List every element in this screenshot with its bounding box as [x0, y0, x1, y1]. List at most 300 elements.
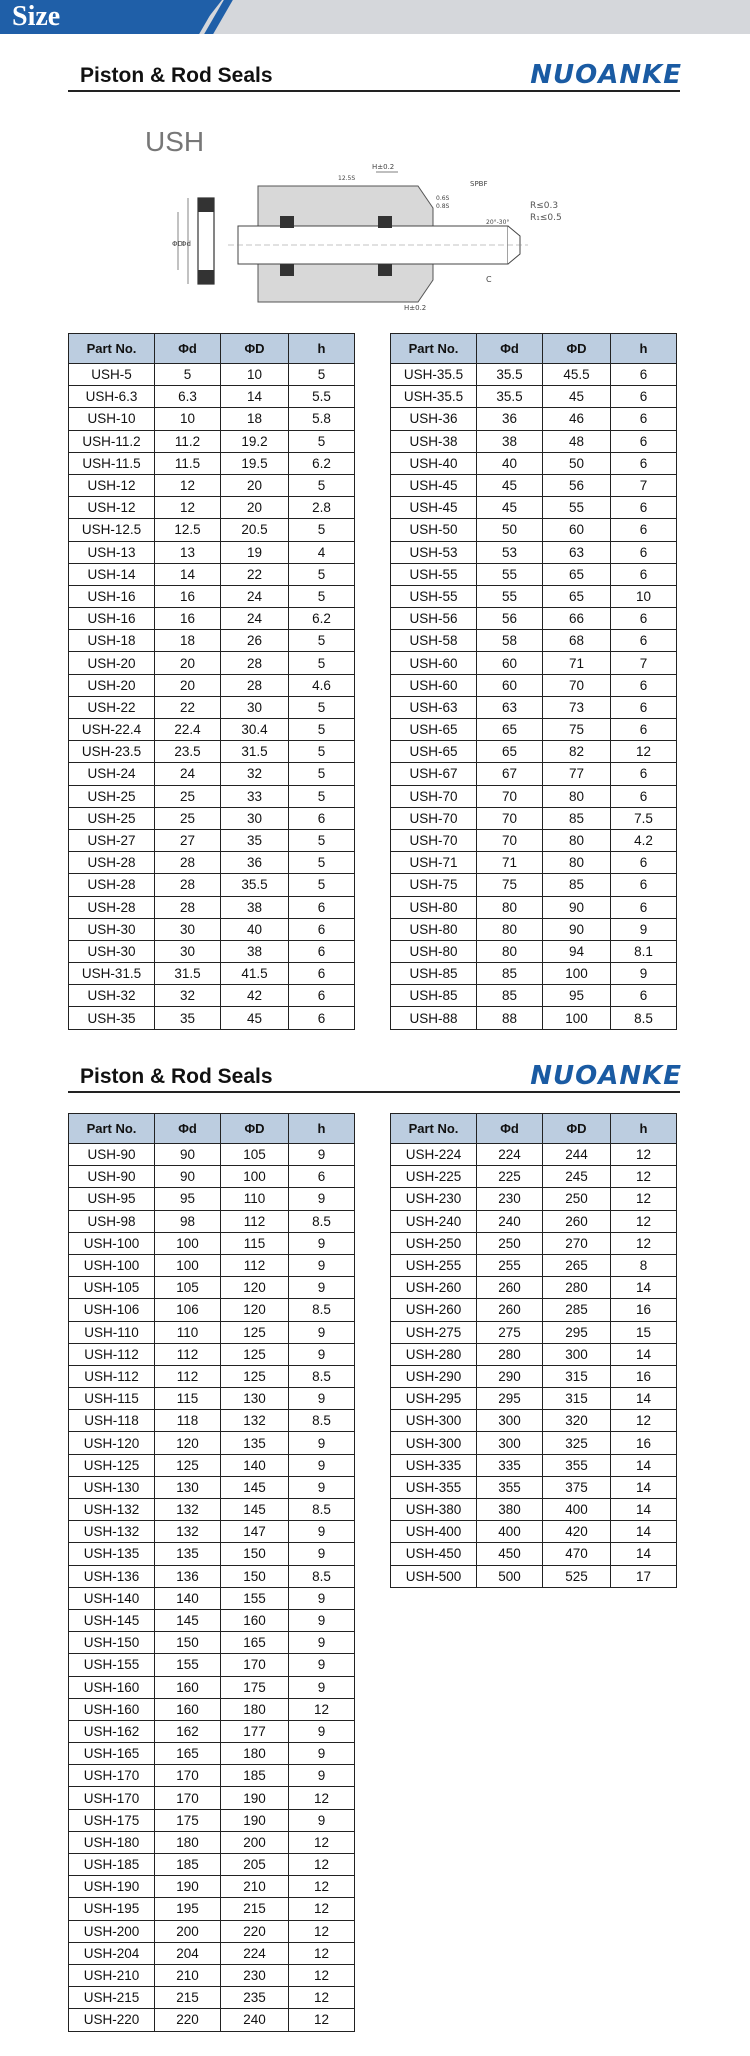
- outer-diameter-cell: 320: [543, 1410, 611, 1432]
- inner-diameter-cell: 100: [155, 1232, 221, 1254]
- inner-diameter-cell: 195: [155, 1898, 221, 1920]
- part-number-cell: USH-165: [69, 1743, 155, 1765]
- table-row: [69, 563, 355, 585]
- part-number-cell: USH-300: [391, 1410, 477, 1432]
- table-row: [391, 541, 677, 563]
- table-row: [69, 985, 355, 1007]
- inner-diameter-cell: 67: [477, 763, 543, 785]
- outer-diameter-cell: 63: [543, 541, 611, 563]
- outer-diameter-cell: 70: [543, 674, 611, 696]
- col-header-height: h: [611, 334, 677, 364]
- part-number-cell: USH-35.5: [391, 386, 477, 408]
- inner-diameter-cell: 170: [155, 1787, 221, 1809]
- inner-diameter-cell: 36: [477, 408, 543, 430]
- part-number-cell: USH-210: [69, 1964, 155, 1986]
- table-row: [69, 1787, 355, 1809]
- part-number-cell: USH-20: [69, 674, 155, 696]
- part-number-cell: USH-280: [391, 1343, 477, 1365]
- inner-diameter-cell: 50: [477, 519, 543, 541]
- outer-diameter-cell: 31.5: [221, 741, 289, 763]
- height-cell: 6: [611, 763, 677, 785]
- table-row: [69, 1499, 355, 1521]
- outer-diameter-cell: 30: [221, 696, 289, 718]
- inner-diameter-cell: 112: [155, 1343, 221, 1365]
- height-cell: 5: [289, 785, 355, 807]
- table-row: [69, 829, 355, 851]
- height-cell: 17: [611, 1565, 677, 1587]
- height-cell: 12: [289, 1698, 355, 1720]
- height-cell: 9: [289, 1720, 355, 1742]
- inner-diameter-cell: 145: [155, 1609, 221, 1631]
- height-cell: 9: [289, 1277, 355, 1299]
- inner-diameter-cell: 155: [155, 1654, 221, 1676]
- inner-diameter-cell: 450: [477, 1543, 543, 1565]
- part-number-cell: USH-240: [391, 1210, 477, 1232]
- outer-diameter-cell: 120: [221, 1277, 289, 1299]
- table-row: [69, 652, 355, 674]
- inner-diameter-cell: 224: [477, 1144, 543, 1166]
- col-header-outer-diameter: ΦD: [543, 334, 611, 364]
- spec-table-2: [390, 333, 677, 1030]
- part-number-cell: USH-185: [69, 1854, 155, 1876]
- table-row: [69, 474, 355, 496]
- table-row: [69, 1809, 355, 1831]
- inner-diameter-cell: 16: [155, 585, 221, 607]
- part-number-cell: USH-18: [69, 630, 155, 652]
- part-number-cell: USH-75: [391, 874, 477, 896]
- part-number-cell: USH-16: [69, 585, 155, 607]
- part-number-cell: USH-11.5: [69, 452, 155, 474]
- table-row: [69, 497, 355, 519]
- inner-diameter-cell: 335: [477, 1454, 543, 1476]
- inner-diameter-cell: 100: [155, 1254, 221, 1276]
- inner-diameter-cell: 30: [155, 918, 221, 940]
- outer-diameter-cell: 112: [221, 1210, 289, 1232]
- table-row: [391, 1343, 677, 1365]
- table-row: [69, 963, 355, 985]
- part-number-cell: USH-11.2: [69, 430, 155, 452]
- height-cell: 6: [611, 874, 677, 896]
- inner-diameter-cell: 255: [477, 1254, 543, 1276]
- height-cell: 9: [289, 1632, 355, 1654]
- height-cell: 4: [289, 541, 355, 563]
- part-number-cell: USH-95: [69, 1188, 155, 1210]
- table-row: [69, 1232, 355, 1254]
- outer-diameter-cell: 147: [221, 1521, 289, 1543]
- table-row: [391, 1321, 677, 1343]
- part-number-cell: USH-275: [391, 1321, 477, 1343]
- inner-diameter-cell: 32: [155, 985, 221, 1007]
- table-row: [69, 408, 355, 430]
- table-row: [69, 719, 355, 741]
- inner-diameter-cell: 295: [477, 1388, 543, 1410]
- inner-diameter-cell: 70: [477, 785, 543, 807]
- outer-diameter-cell: 100: [543, 1007, 611, 1029]
- part-number-cell: USH-132: [69, 1499, 155, 1521]
- part-number-cell: USH-45: [391, 474, 477, 496]
- inner-diameter-cell: 204: [155, 1942, 221, 1964]
- part-number-cell: USH-90: [69, 1144, 155, 1166]
- outer-diameter-cell: 38: [221, 940, 289, 962]
- table-row: [391, 652, 677, 674]
- inner-diameter-cell: 53: [477, 541, 543, 563]
- inner-diameter-cell: 80: [477, 918, 543, 940]
- part-number-cell: USH-40: [391, 452, 477, 474]
- height-cell: 8: [611, 1254, 677, 1276]
- inner-diameter-cell: 80: [477, 896, 543, 918]
- table-row: [391, 829, 677, 851]
- inner-diameter-cell: 98: [155, 1210, 221, 1232]
- model-label: USH: [145, 126, 205, 157]
- table-row: [391, 674, 677, 696]
- height-cell: 14: [611, 1343, 677, 1365]
- inner-diameter-cell: 80: [477, 940, 543, 962]
- height-cell: 12: [611, 1232, 677, 1254]
- part-number-cell: USH-100: [69, 1232, 155, 1254]
- inner-diameter-cell: 28: [155, 852, 221, 874]
- table-row: [391, 452, 677, 474]
- part-number-cell: USH-50: [391, 519, 477, 541]
- height-cell: 8.1: [611, 940, 677, 962]
- outer-diameter-cell: 140: [221, 1454, 289, 1476]
- svg-text:Φd: Φd: [181, 240, 191, 248]
- outer-diameter-cell: 210: [221, 1876, 289, 1898]
- part-number-cell: USH-23.5: [69, 741, 155, 763]
- part-number-cell: USH-13: [69, 541, 155, 563]
- height-cell: 12: [289, 1898, 355, 1920]
- outer-diameter-cell: 95: [543, 985, 611, 1007]
- table-row: [391, 585, 677, 607]
- part-number-cell: USH-230: [391, 1188, 477, 1210]
- height-cell: 6: [611, 364, 677, 386]
- table-row: [69, 1388, 355, 1410]
- part-number-cell: USH-25: [69, 785, 155, 807]
- height-cell: 9: [289, 1809, 355, 1831]
- outer-diameter-cell: 45: [543, 386, 611, 408]
- col-header-part-no: Part No.: [391, 334, 477, 364]
- height-cell: 5: [289, 519, 355, 541]
- height-cell: 9: [611, 963, 677, 985]
- part-number-cell: USH-140: [69, 1587, 155, 1609]
- inner-diameter-cell: 135: [155, 1543, 221, 1565]
- outer-diameter-cell: 85: [543, 807, 611, 829]
- table-row: [69, 852, 355, 874]
- outer-diameter-cell: 65: [543, 585, 611, 607]
- outer-diameter-cell: 36: [221, 852, 289, 874]
- table-row: [69, 1254, 355, 1276]
- inner-diameter-cell: 40: [477, 452, 543, 474]
- table-row: [69, 1743, 355, 1765]
- part-number-cell: USH-335: [391, 1454, 477, 1476]
- outer-diameter-cell: 175: [221, 1676, 289, 1698]
- height-cell: 8.5: [611, 1007, 677, 1029]
- outer-diameter-cell: 190: [221, 1809, 289, 1831]
- part-number-cell: USH-55: [391, 563, 477, 585]
- table-row: [391, 1166, 677, 1188]
- height-cell: 14: [611, 1543, 677, 1565]
- table-row: [69, 630, 355, 652]
- inner-diameter-cell: 240: [477, 1210, 543, 1232]
- part-number-cell: USH-260: [391, 1299, 477, 1321]
- outer-diameter-cell: 245: [543, 1166, 611, 1188]
- part-number-cell: USH-204: [69, 1942, 155, 1964]
- height-cell: 7: [611, 652, 677, 674]
- inner-diameter-cell: 5: [155, 364, 221, 386]
- inner-diameter-cell: 132: [155, 1499, 221, 1521]
- height-cell: 8.5: [289, 1299, 355, 1321]
- height-cell: 14: [611, 1388, 677, 1410]
- height-cell: 6: [611, 563, 677, 585]
- part-number-cell: USH-35.5: [391, 364, 477, 386]
- table-row: [391, 630, 677, 652]
- angle-label: 20°-30°: [486, 219, 510, 226]
- height-cell: 16: [611, 1432, 677, 1454]
- outer-diameter-cell: 33: [221, 785, 289, 807]
- outer-diameter-cell: 135: [221, 1432, 289, 1454]
- part-number-cell: USH-70: [391, 829, 477, 851]
- table-row: [391, 408, 677, 430]
- outer-diameter-cell: 235: [221, 1987, 289, 2009]
- outer-diameter-cell: 145: [221, 1476, 289, 1498]
- table-row: [69, 940, 355, 962]
- inner-diameter-cell: 28: [155, 896, 221, 918]
- part-number-cell: USH-28: [69, 874, 155, 896]
- part-number-cell: USH-120: [69, 1432, 155, 1454]
- inner-diameter-cell: 118: [155, 1410, 221, 1432]
- height-cell: 5: [289, 652, 355, 674]
- part-number-cell: USH-155: [69, 1654, 155, 1676]
- part-number-cell: USH-215: [69, 1987, 155, 2009]
- finish-label-3: 0.8S: [436, 203, 450, 210]
- height-cell: 9: [289, 1476, 355, 1498]
- inner-diameter-cell: 55: [477, 585, 543, 607]
- seal-cross-section-drawing: [168, 160, 578, 320]
- outer-diameter-cell: 125: [221, 1365, 289, 1387]
- height-cell: 8.5: [289, 1365, 355, 1387]
- part-number-cell: USH-58: [391, 630, 477, 652]
- height-cell: 6: [611, 497, 677, 519]
- height-cell: 5: [289, 852, 355, 874]
- table-row: [69, 386, 355, 408]
- table-row: [69, 1410, 355, 1432]
- outer-diameter-cell: 50: [543, 452, 611, 474]
- part-number-cell: USH-67: [391, 763, 477, 785]
- table-row: [69, 918, 355, 940]
- table-row: [69, 1987, 355, 2009]
- height-cell: 12: [289, 1854, 355, 1876]
- table-row: [69, 1920, 355, 1942]
- height-cell: 7.5: [611, 807, 677, 829]
- inner-diameter-cell: 250: [477, 1232, 543, 1254]
- part-number-cell: USH-355: [391, 1476, 477, 1498]
- table-row: [391, 1454, 677, 1476]
- height-cell: 5: [289, 829, 355, 851]
- table-row: [391, 1188, 677, 1210]
- table-row: [69, 1007, 355, 1029]
- table-row: [69, 364, 355, 386]
- table-row: [69, 1277, 355, 1299]
- size-label: Size: [12, 1, 61, 32]
- table-row: [391, 1007, 677, 1029]
- spbf-label: SPBF: [470, 180, 488, 188]
- outer-diameter-cell: 30: [221, 807, 289, 829]
- part-number-cell: USH-160: [69, 1698, 155, 1720]
- outer-diameter-cell: 38: [221, 896, 289, 918]
- outer-diameter-cell: 19.5: [221, 452, 289, 474]
- inner-diameter-cell: 160: [155, 1676, 221, 1698]
- outer-diameter-cell: 35.5: [221, 874, 289, 896]
- table-row: [69, 430, 355, 452]
- table-row: [391, 940, 677, 962]
- outer-diameter-cell: 112: [221, 1254, 289, 1276]
- height-cell: 6: [611, 430, 677, 452]
- part-number-cell: USH-28: [69, 896, 155, 918]
- inner-diameter-cell: 300: [477, 1410, 543, 1432]
- outer-diameter-cell: 170: [221, 1654, 289, 1676]
- table-row: [69, 1964, 355, 1986]
- height-cell: 5: [289, 364, 355, 386]
- part-number-cell: USH-6.3: [69, 386, 155, 408]
- table-row: [69, 608, 355, 630]
- table-row: [391, 763, 677, 785]
- part-number-cell: USH-88: [391, 1007, 477, 1029]
- height-cell: 8.5: [289, 1565, 355, 1587]
- col-header-height: h: [289, 1114, 355, 1144]
- height-cell: 5: [289, 585, 355, 607]
- outer-diameter-cell: 160: [221, 1609, 289, 1631]
- inner-diameter-cell: 22.4: [155, 719, 221, 741]
- inner-diameter-cell: 105: [155, 1277, 221, 1299]
- height-cell: 2.8: [289, 497, 355, 519]
- inner-diameter-cell: 125: [155, 1454, 221, 1476]
- inner-diameter-cell: 400: [477, 1521, 543, 1543]
- col-header-height: h: [611, 1114, 677, 1144]
- brand-logo: NUOANKE: [530, 60, 682, 90]
- height-cell: 9: [289, 1232, 355, 1254]
- outer-diameter-cell: 26: [221, 630, 289, 652]
- inner-diameter-cell: 10: [155, 408, 221, 430]
- part-number-cell: USH-31.5: [69, 963, 155, 985]
- outer-diameter-cell: 132: [221, 1410, 289, 1432]
- table-row: [69, 1432, 355, 1454]
- col-header-outer-diameter: ΦD: [221, 334, 289, 364]
- outer-diameter-cell: 28: [221, 652, 289, 674]
- outer-diameter-cell: 60: [543, 519, 611, 541]
- part-number-cell: USH-260: [391, 1277, 477, 1299]
- part-number-cell: USH-290: [391, 1365, 477, 1387]
- inner-diameter-cell: 230: [477, 1188, 543, 1210]
- inner-diameter-cell: 16: [155, 608, 221, 630]
- outer-diameter-cell: 355: [543, 1454, 611, 1476]
- inner-diameter-cell: 300: [477, 1432, 543, 1454]
- inner-diameter-cell: 20: [155, 652, 221, 674]
- part-number-cell: USH-65: [391, 719, 477, 741]
- height-cell: 12: [289, 1876, 355, 1898]
- part-number-cell: USH-12: [69, 474, 155, 496]
- part-number-cell: USH-295: [391, 1388, 477, 1410]
- inner-diameter-cell: 136: [155, 1565, 221, 1587]
- inner-diameter-cell: 280: [477, 1343, 543, 1365]
- height-cell: 12: [289, 1942, 355, 1964]
- outer-diameter-cell: 280: [543, 1277, 611, 1299]
- height-cell: 5: [289, 430, 355, 452]
- height-cell: 9: [289, 1321, 355, 1343]
- table-row: [391, 874, 677, 896]
- height-cell: 12: [289, 1920, 355, 1942]
- table-row: [391, 474, 677, 496]
- inner-diameter-cell: 13: [155, 541, 221, 563]
- table-row: [391, 918, 677, 940]
- table-row: [391, 1543, 677, 1565]
- outer-diameter-cell: 77: [543, 763, 611, 785]
- outer-diameter-cell: 46: [543, 408, 611, 430]
- inner-diameter-cell: 18: [155, 630, 221, 652]
- table-row: [391, 1144, 677, 1166]
- inner-diameter-cell: 60: [477, 674, 543, 696]
- inner-diameter-cell: 56: [477, 608, 543, 630]
- table-row: [69, 1210, 355, 1232]
- col-header-inner-diameter: Φd: [155, 334, 221, 364]
- inner-diameter-cell: 11.5: [155, 452, 221, 474]
- part-number-cell: USH-36: [391, 408, 477, 430]
- table-row: [391, 963, 677, 985]
- outer-diameter-cell: 120: [221, 1299, 289, 1321]
- outer-diameter-cell: 20.5: [221, 519, 289, 541]
- outer-diameter-cell: 525: [543, 1565, 611, 1587]
- inner-diameter-cell: 290: [477, 1365, 543, 1387]
- height-cell: 8.5: [289, 1499, 355, 1521]
- part-number-cell: USH-125: [69, 1454, 155, 1476]
- section-title: Piston & Rod Seals: [80, 1065, 273, 1088]
- inner-diameter-cell: 162: [155, 1720, 221, 1742]
- table-row: [391, 519, 677, 541]
- table-row: [391, 985, 677, 1007]
- outer-diameter-cell: 420: [543, 1521, 611, 1543]
- height-cell: 4.2: [611, 829, 677, 851]
- table-row: [69, 1765, 355, 1787]
- h-dimension-top: H±0.2: [372, 163, 395, 171]
- table-row: [391, 364, 677, 386]
- outer-diameter-cell: 32: [221, 763, 289, 785]
- inner-diameter-cell: 165: [155, 1743, 221, 1765]
- inner-diameter-cell: 115: [155, 1388, 221, 1410]
- inner-diameter-cell: 12.5: [155, 519, 221, 541]
- table-row: [391, 1499, 677, 1521]
- part-number-cell: USH-85: [391, 963, 477, 985]
- part-number-cell: USH-60: [391, 652, 477, 674]
- part-number-cell: USH-170: [69, 1787, 155, 1809]
- table-row: [391, 1476, 677, 1498]
- height-cell: 9: [289, 1432, 355, 1454]
- part-number-cell: USH-63: [391, 696, 477, 718]
- inner-diameter-cell: 220: [155, 2009, 221, 2031]
- height-cell: 9: [289, 1521, 355, 1543]
- col-header-outer-diameter: ΦD: [221, 1114, 289, 1144]
- outer-diameter-cell: 215: [221, 1898, 289, 1920]
- outer-diameter-cell: 180: [221, 1743, 289, 1765]
- height-cell: 6: [611, 719, 677, 741]
- outer-diameter-cell: 177: [221, 1720, 289, 1742]
- part-number-cell: USH-16: [69, 608, 155, 630]
- table-row: [69, 1565, 355, 1587]
- outer-diameter-cell: 315: [543, 1388, 611, 1410]
- outer-diameter-cell: 65: [543, 563, 611, 585]
- table-row: [391, 497, 677, 519]
- table-row: [391, 1210, 677, 1232]
- part-number-cell: USH-85: [391, 985, 477, 1007]
- height-cell: 5.8: [289, 408, 355, 430]
- height-cell: 6: [289, 985, 355, 1007]
